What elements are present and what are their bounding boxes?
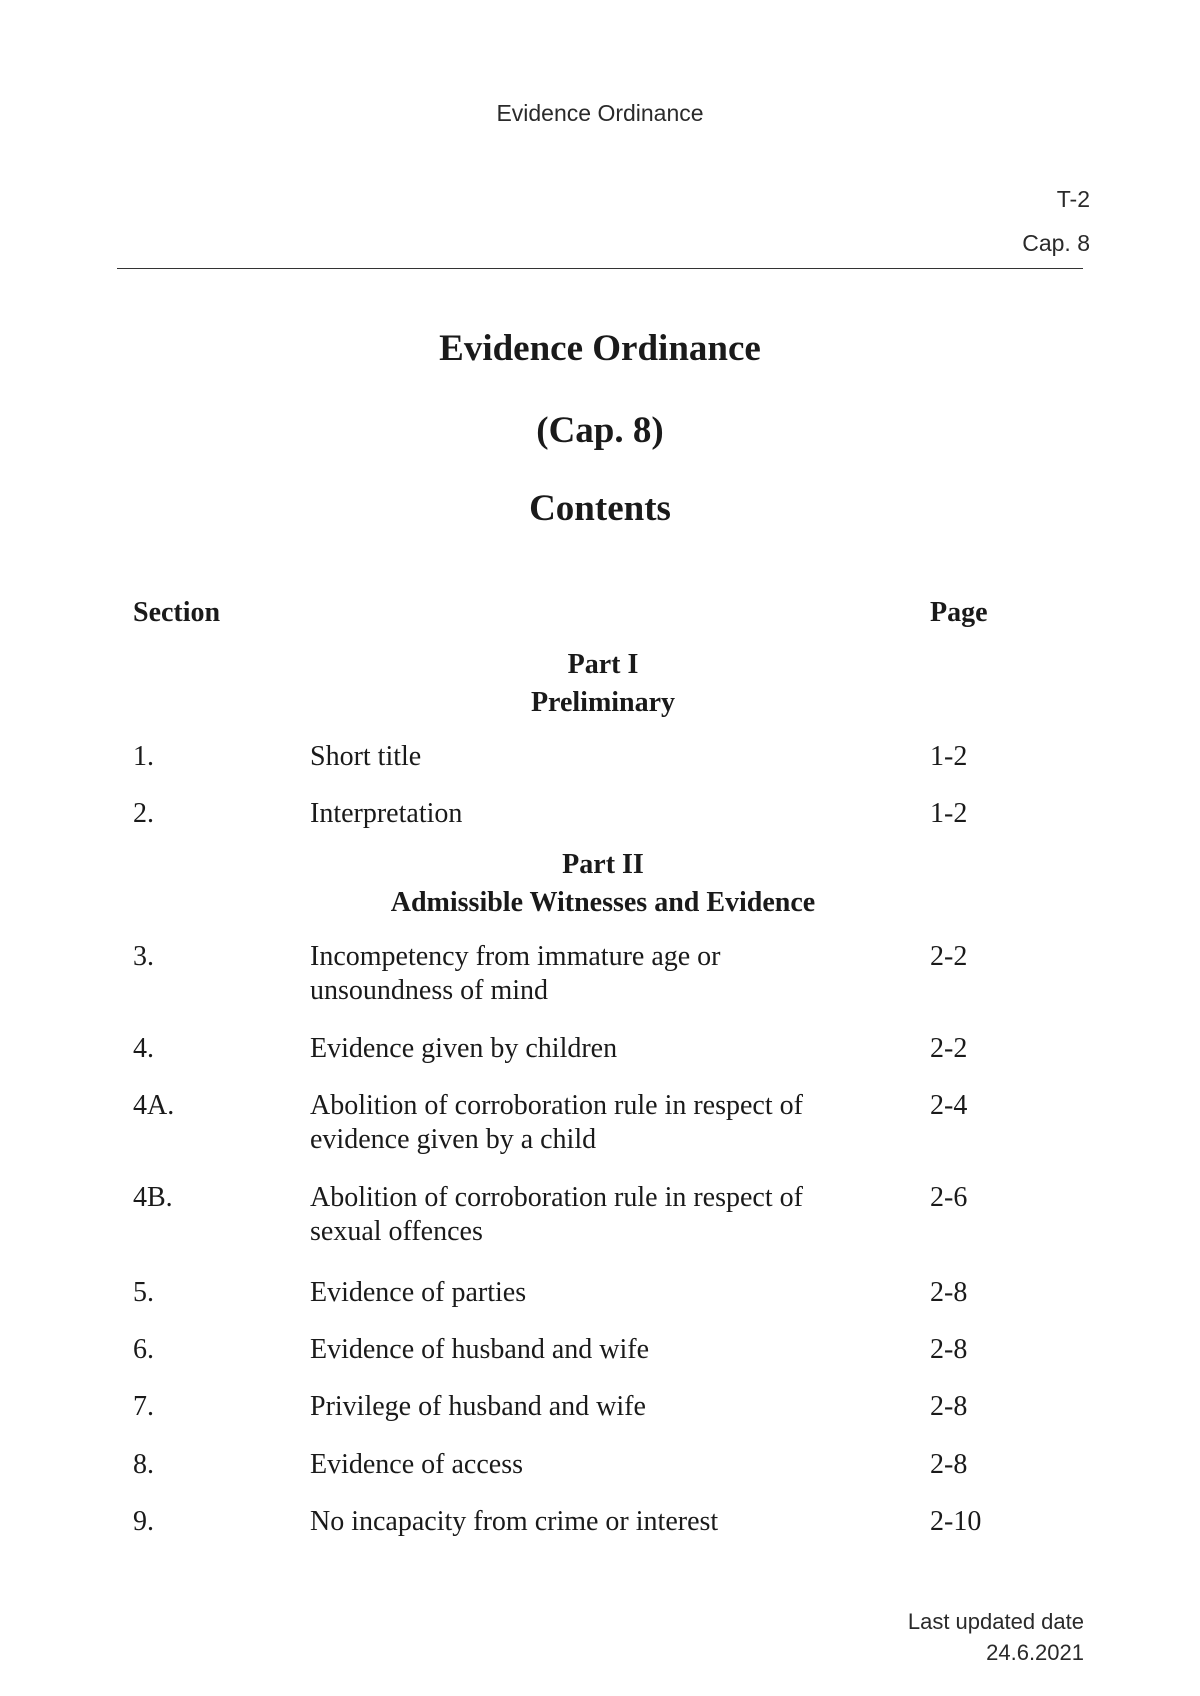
- section-title: [310, 1505, 910, 1539]
- page-reference: 2-8: [930, 1391, 968, 1422]
- chapter-title: (Cap. 8): [536, 410, 664, 451]
- section-title-line: Privilege of husband and wife: [310, 1391, 646, 1422]
- section-number: 1.: [133, 741, 154, 772]
- running-header-title: Evidence Ordinance: [496, 100, 704, 126]
- part-number: Part I: [567, 649, 639, 680]
- section-title-line: Evidence given by children: [310, 1033, 618, 1064]
- part-heading-1: [0, 646, 1200, 722]
- document-title: Evidence Ordinance: [439, 328, 761, 369]
- contents-heading: Contents: [529, 488, 671, 529]
- last-updated-date: 24.6.2021: [986, 1640, 1084, 1665]
- section-number: 3.: [133, 941, 154, 972]
- page-reference: 2-6: [930, 1182, 968, 1213]
- section-title: [310, 1089, 910, 1157]
- page-reference: 2-4: [930, 1090, 968, 1121]
- page-reference: 2-8: [930, 1449, 968, 1480]
- section-number: 8.: [133, 1449, 154, 1480]
- chapter-label: Cap. 8: [1022, 230, 1090, 256]
- page-reference: 2-2: [930, 1033, 968, 1064]
- section-title: [310, 740, 910, 774]
- section-title: [310, 940, 910, 1008]
- section-number: 4.: [133, 1033, 154, 1064]
- section-title: [310, 1333, 910, 1367]
- section-title-line: No incapacity from crime or interest: [310, 1506, 719, 1537]
- header-divider: [117, 268, 1083, 269]
- section-title-line: Evidence of access: [310, 1449, 523, 1480]
- last-updated-label: Last updated date: [907, 1609, 1084, 1634]
- section-title: [310, 1390, 910, 1424]
- section-number: 7.: [133, 1391, 154, 1422]
- section-title-line: Short title: [310, 741, 422, 772]
- page-reference: 1-2: [930, 741, 968, 772]
- section-number: 4B.: [133, 1182, 173, 1213]
- part-name: Preliminary: [530, 687, 676, 718]
- section-title: [310, 1032, 910, 1066]
- part-heading-2: [0, 846, 1200, 922]
- page-reference: 2-10: [930, 1506, 982, 1537]
- last-updated: [908, 1606, 1084, 1668]
- section-column-header: Section: [133, 597, 221, 628]
- page-reference: 2-8: [930, 1334, 968, 1365]
- section-title-line: Interpretation: [310, 798, 463, 829]
- section-number: 2.: [133, 798, 154, 829]
- section-title: [310, 1181, 910, 1249]
- page-reference: 1-2: [930, 798, 968, 829]
- section-title-line: Evidence of parties: [310, 1277, 527, 1308]
- part-number: Part II: [562, 849, 644, 880]
- part-name: Admissible Witnesses and Evidence: [390, 887, 816, 918]
- section-title-line: unsoundness of mind: [310, 975, 548, 1006]
- section-number: 9.: [133, 1506, 154, 1537]
- page-reference: 2-8: [930, 1277, 968, 1308]
- section-title: [310, 797, 910, 831]
- section-title-line: Abolition of corroboration rule in respect of: [310, 1182, 803, 1213]
- section-title-line: Abolition of corroboration rule in respect of: [310, 1090, 803, 1121]
- section-title-line: Incompetency from immature age or: [310, 941, 721, 972]
- section-title: [310, 1276, 910, 1310]
- page-column-header: Page: [930, 597, 988, 628]
- section-title-line: evidence given by a child: [310, 1124, 597, 1155]
- section-number: 6.: [133, 1334, 154, 1365]
- section-title-line: Evidence of husband and wife: [310, 1334, 649, 1365]
- section-title: [310, 1448, 910, 1482]
- section-number: 4A.: [133, 1090, 175, 1121]
- section-number: 5.: [133, 1277, 154, 1308]
- section-title-line: sexual offences: [310, 1216, 483, 1247]
- page-reference: 2-2: [930, 941, 968, 972]
- tab-number: T-2: [1056, 186, 1090, 212]
